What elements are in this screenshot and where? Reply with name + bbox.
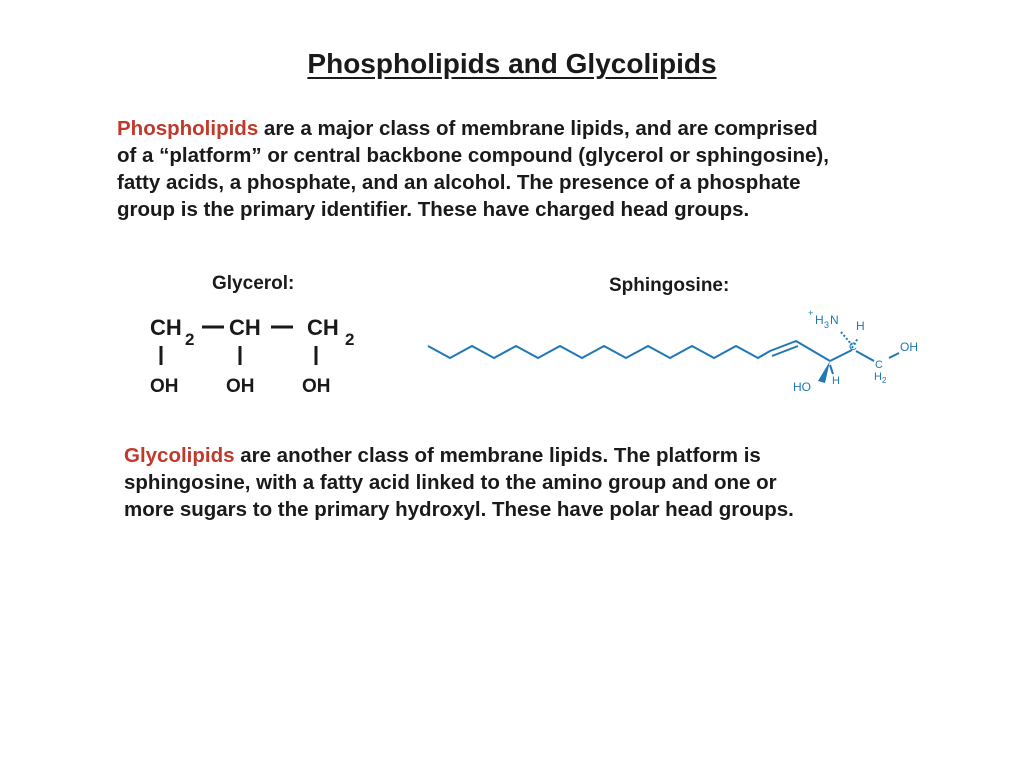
sphingosine-oh-right: OH — [900, 340, 918, 354]
phospholipids-line-1-text: are a major class of membrane lipids, and are comprised — [258, 117, 818, 140]
sphingosine-nh3-h: H — [815, 313, 824, 327]
glycolipids-line-3: more sugars to the primary hydroxyl. These have polar head groups. — [124, 498, 794, 521]
sphingosine-c-right: C — [875, 359, 883, 371]
sphingosine-label: Sphingosine: — [609, 275, 730, 296]
phospholipids-line-1 — [117, 115, 917, 142]
glycerol-ch2-right: CH — [307, 315, 339, 340]
glycerol-ch: CH — [229, 315, 261, 340]
sphingosine-ho-left: HO — [793, 380, 811, 394]
phospholipids-term: Phospholipids — [117, 117, 259, 140]
glycerol-structure — [140, 305, 380, 405]
sphingosine-bond-c-ch2 — [856, 351, 874, 361]
glycerol-label: Glycerol: — [212, 273, 295, 294]
sphingosine-wedge-bond — [818, 361, 830, 383]
sphingosine-structure — [420, 300, 940, 410]
slide-title: Phospholipids and Glycolipids — [307, 48, 717, 79]
sphingosine-h2: H — [874, 371, 882, 383]
sphingosine-nh3-plus: + — [808, 308, 814, 318]
sphingosine-nh3-n: N — [830, 313, 839, 327]
sphingosine-h2-sub: 2 — [882, 376, 887, 385]
glycerol-oh-3: OH — [302, 376, 331, 397]
sphingosine-h-top: H — [856, 319, 865, 333]
glycolipids-term: Glycolipids — [124, 444, 235, 467]
sphingosine-h-bottom: H — [832, 375, 840, 387]
sphingosine-c-upper: C — [849, 341, 857, 353]
phospholipids-line-4: group is the primary identifier. These have charged head groups. — [117, 198, 750, 221]
sphingosine-bond-ch2-oh — [889, 353, 899, 358]
glycerol-ch2-right-sub: 2 — [345, 330, 355, 349]
glycolipids-line-1-text: are another class of membrane lipids. The platform is — [234, 444, 761, 467]
phospholipids-paragraph — [117, 115, 917, 223]
sphingosine-nh3-sub: 3 — [824, 320, 830, 330]
glycolipids-paragraph — [124, 442, 924, 523]
glycerol-oh-2: OH — [226, 376, 255, 397]
sphingosine-hydrocarbon-chain — [428, 341, 830, 361]
glycerol-ch2-left: CH — [150, 315, 182, 340]
phospholipids-line-2: of a “platform” or central backbone compound (glycerol or sphingosine), — [117, 144, 829, 167]
glycerol-ch2-left-sub: 2 — [185, 330, 195, 349]
glycerol-oh-1: OH — [150, 376, 179, 397]
phospholipids-line-3: fatty acids, a phosphate, and an alcohol. The presence of a phosphate — [117, 171, 801, 194]
sphingosine-bond-c-h-lower — [830, 365, 833, 374]
glycolipids-line-2: sphingosine, with a fatty acid linked to the amino group and one or — [124, 471, 777, 494]
sphingosine-double-bond — [772, 346, 798, 356]
glycolipids-line-1 — [124, 442, 924, 469]
